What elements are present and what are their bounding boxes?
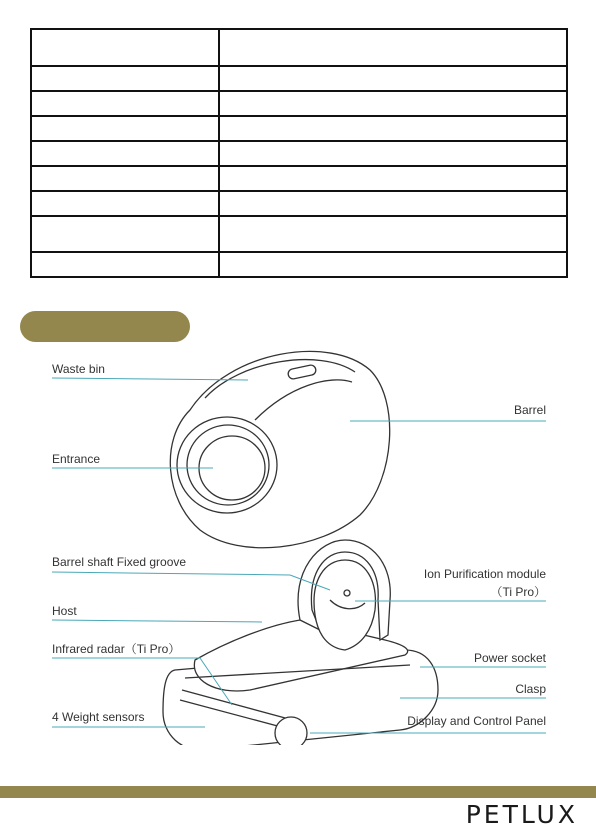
table-row: [31, 252, 567, 277]
table-row: [31, 216, 567, 252]
table-cell: [31, 166, 219, 191]
table-cell: [219, 216, 567, 252]
table-cell: [219, 252, 567, 277]
table-cell: [219, 141, 567, 166]
table-row: [31, 141, 567, 166]
table-cell: [31, 216, 219, 252]
table-cell: [219, 66, 567, 91]
table-cell: [31, 29, 219, 66]
display-panel-circle: [275, 717, 307, 745]
entrance-outer-ring: [177, 417, 277, 513]
table-cell: [31, 116, 219, 141]
table-cell: [31, 191, 219, 216]
table-row: [31, 116, 567, 141]
table-row: [31, 29, 567, 66]
product-diagram: [0, 345, 596, 745]
brand-logo: PETLUX: [465, 800, 578, 829]
footer-bar: [0, 786, 596, 798]
table-cell: [219, 116, 567, 141]
table-row: [31, 166, 567, 191]
label-waste-bin: Waste bin: [52, 362, 105, 376]
table-cell: [31, 141, 219, 166]
section-heading-pill: [20, 311, 190, 342]
label-entrance: Entrance: [52, 452, 101, 466]
table-cell: [31, 91, 219, 116]
label-host: Host: [52, 604, 77, 618]
table-cell: [219, 166, 567, 191]
table-cell: [31, 252, 219, 277]
label-infrared-radar: Infrared radar（Ti Pro）: [52, 642, 181, 656]
table-row: [31, 91, 567, 116]
table-cell: [219, 91, 567, 116]
label-barrel-shaft: Barrel shaft Fixed groove: [52, 555, 187, 569]
spec-table: [30, 28, 568, 278]
table-cell: [219, 29, 567, 66]
label-ion-module-2: （Ti Pro）: [490, 585, 546, 599]
label-clasp: Clasp: [515, 682, 546, 696]
table-row: [31, 191, 567, 216]
table-row: [31, 66, 567, 91]
label-ion-module-1: Ion Purification module: [423, 567, 546, 581]
table-cell: [219, 191, 567, 216]
leader-barrel-shaft: [52, 572, 290, 575]
leader-waste-bin: [52, 378, 248, 380]
table-cell: [31, 66, 219, 91]
label-power-socket: Power socket: [473, 651, 546, 665]
label-display-panel: Display and Control Panel: [407, 714, 546, 728]
label-weight-sensors: 4 Weight sensors: [52, 710, 145, 724]
label-barrel: Barrel: [513, 403, 546, 417]
leader-host: [52, 620, 262, 622]
